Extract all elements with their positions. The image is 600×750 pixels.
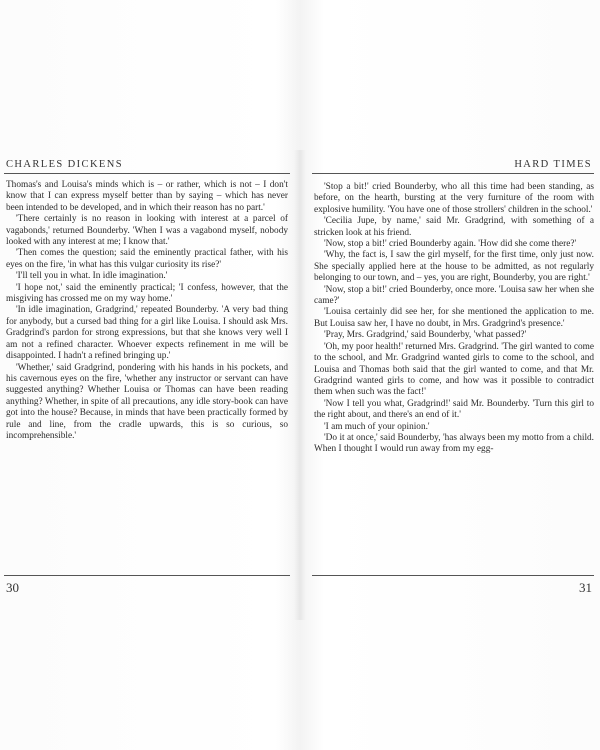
running-head-author: CHARLES DICKENS: [6, 159, 123, 170]
paragraph: 'Stop a bit!' cried Bounderby, who all this time had been standing, as before, on the hearth, bursting at the very furniture of the room with explosive humility. 'You have one of those strollers' children in the school.': [314, 182, 594, 215]
paragraph: 'Then comes the question; said the eminently practical father, with his eyes on the fire, 'in what has this vulgar curiosity its rise?': [6, 248, 288, 270]
paragraph: 'Now, stop a bit!' cried Bounderby again. 'How did she come there?': [324, 239, 577, 250]
right-page-text: [314, 182, 594, 456]
paragraph: 'Do it at once,' said Bounderby, 'has always been my motto from a child. When I thought I would run away from my egg-: [314, 432, 594, 455]
left-page-text: [6, 180, 288, 442]
page-number: 31: [579, 580, 592, 595]
paragraph: 'Now I tell you what, Gradgrind!' said Mr. Bounderby. 'Turn this girl to the right about, and there's an end of it.': [314, 398, 594, 421]
paragraph: 'Louisa certainly did see her, for she mentioned the application to me. But Louisa saw her, I have no doubt, in Mrs. Gradgrind's presence.': [314, 307, 594, 329]
footer-rule: [312, 575, 594, 576]
paragraph: 'Cecilia Jupe, by name,' said Mr. Gradgrind, with something of a stricken look at his friend.: [314, 216, 594, 238]
paragraph: 'Whether,' said Gradgrind, pondering with his hands in his pockets, and his cavernous eyes on the fire, 'whether any instructor or servant can have suggested anything? Whether Louisa or Thomas can have been reading anything? Whether, in spite of all precautions, any idle story-book can have got into the house? Because, in minds that have been practically formed by rule and line, from the cradle upwards, this is so curious, so incomprehensible.': [6, 362, 288, 441]
header-rule: [4, 173, 290, 174]
paragraph: 'In idle imagination, Gradgrind,' repeated Bounderby. 'A very bad thing for anybody, but a cursed bad thing for a girl like Louisa. I should ask Mrs. Gradgrind's pardon for strong expressions, but that she knows very well I am not a refined character. Whoever expects refinement in me will be disappointed. I hadn't a refined bringing up.': [6, 305, 288, 362]
footer-rule: [4, 575, 290, 576]
paragraph: 'I hope not,' said the eminently practical; 'I confess, however, that the misgiving has crossed me on my way home.': [6, 282, 288, 305]
right-page: [300, 0, 600, 750]
paragraph: 'Why, the fact is, I saw the girl myself, for the first time, only just now. She specially applied here at the house to be admitted, as not regularly belonging to our town, and – yes, you are right, Bounderby, you are right.': [314, 250, 594, 284]
paragraph: 'I'll tell you in what. In idle imagination.': [16, 271, 168, 282]
paragraph: 'Now, stop a bit!' cried Bounderby, once more. 'Louisa saw her when she came?': [314, 284, 594, 307]
paragraph: 'There certainly is no reason in looking with interest at a parcel of vagabonds,' returned Bounderby. 'When I was a vagabond myself, nobody looked with any interest at me; I know that.': [6, 214, 288, 248]
page-number: 30: [6, 580, 19, 595]
paragraph: 'I am much of your opinion.': [324, 421, 430, 432]
running-head-title: HARD TIMES: [514, 159, 592, 170]
paragraph: 'Pray, Mrs. Gradgrind,' said Bounderby, 'what passed?': [324, 330, 527, 341]
paragraph: Thomas's and Louisa's minds which is – or rather, which is not – I don't know that I can express myself better than by saying – which has never been intended to be developed, and in which their reason has no part.': [6, 180, 288, 213]
header-rule: [312, 173, 594, 174]
paragraph: 'Oh, my poor health!' returned Mrs. Gradgrind. 'The girl wanted to come to the school, and Mr. Gradgrind wanted girls to come to the school, and Louisa and Thomas both said that the girl wanted to come, and that Mr. Gradgrind wanted girls to come, and how was it possible to contradict them when such was the fact!': [314, 341, 594, 398]
